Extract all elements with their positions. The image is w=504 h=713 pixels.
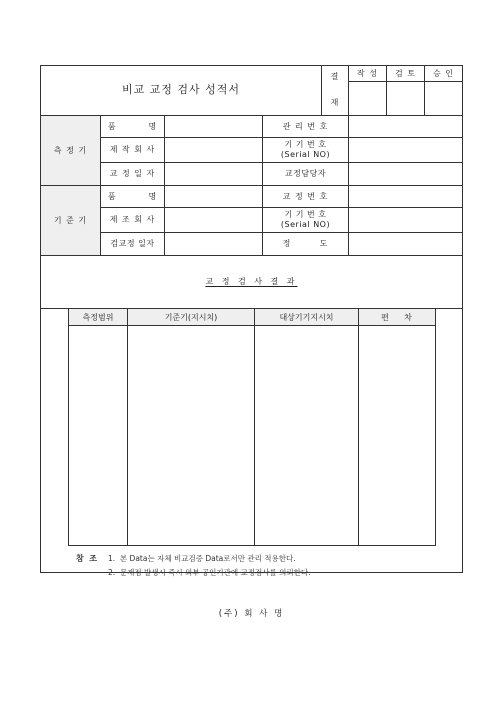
document-title: 비교 교정 검사 성적서 bbox=[121, 83, 241, 97]
reference-instrument-label: 기 준 기 bbox=[53, 215, 88, 225]
field-label-manufacturer: 제 작 회 사 bbox=[109, 145, 156, 154]
notes-label: 참 조 bbox=[76, 554, 98, 563]
ref-field-label-accuracy: 정 도 bbox=[282, 239, 329, 248]
ref-field-label-serial-number: 기 기 번 호 (Serial NO) bbox=[280, 210, 331, 229]
result-table bbox=[68, 308, 436, 546]
approval-label-2: 재 bbox=[330, 98, 340, 107]
result-col-reference-reading: 기준기(지시치) bbox=[164, 312, 218, 322]
field-label-calibration-officer: 교정담당자 bbox=[284, 169, 327, 178]
company-name: (주) 회 사 명 bbox=[218, 608, 285, 619]
approval-col-write: 작 성 bbox=[357, 68, 378, 78]
ref-field-label-calibration-number: 교 정 번 호 bbox=[282, 191, 329, 201]
result-col-line-2 bbox=[254, 309, 255, 545]
note-item-2: 2. 문제점 발생시 즉시 외부 공인기관에 교정검사를 의뢰한다. bbox=[108, 568, 311, 577]
field-label-control-number: 관 리 번 호 bbox=[282, 121, 329, 131]
field-label-serial-number: 기 기 번 호 (Serial NO) bbox=[280, 140, 331, 159]
result-section-title: 교 정 검 사 결 과 bbox=[205, 277, 298, 286]
approval-header-line bbox=[348, 81, 462, 82]
approval-label-1: 결 bbox=[330, 72, 340, 81]
approval-col-approve: 승 인 bbox=[433, 68, 454, 78]
ref-field-label-manufacturer: 제 조 회 사 bbox=[109, 215, 156, 224]
measuring-instrument-label: 측 정 기 bbox=[53, 145, 88, 155]
field-label-product-name: 품 명 bbox=[107, 121, 158, 131]
result-col-range: 측정범위 bbox=[82, 312, 114, 322]
result-col-line-1 bbox=[127, 309, 128, 545]
note-item-1: 1. 본 Data는 자체 비교검증 Data로서만 관리 적용한다. bbox=[108, 554, 296, 563]
result-col-deviation: 편 차 bbox=[381, 312, 413, 322]
approval-col-review: 검 토 bbox=[395, 68, 416, 78]
result-col-target-reading: 대상기기지시치 bbox=[279, 312, 334, 322]
result-col-line-3 bbox=[358, 309, 359, 545]
ref-field-label-inspection-date: 검교정 일자 bbox=[110, 239, 155, 248]
ref-field-label-product-name: 품 명 bbox=[107, 191, 158, 201]
field-label-calibration-date: 교 정 일 자 bbox=[109, 169, 156, 178]
